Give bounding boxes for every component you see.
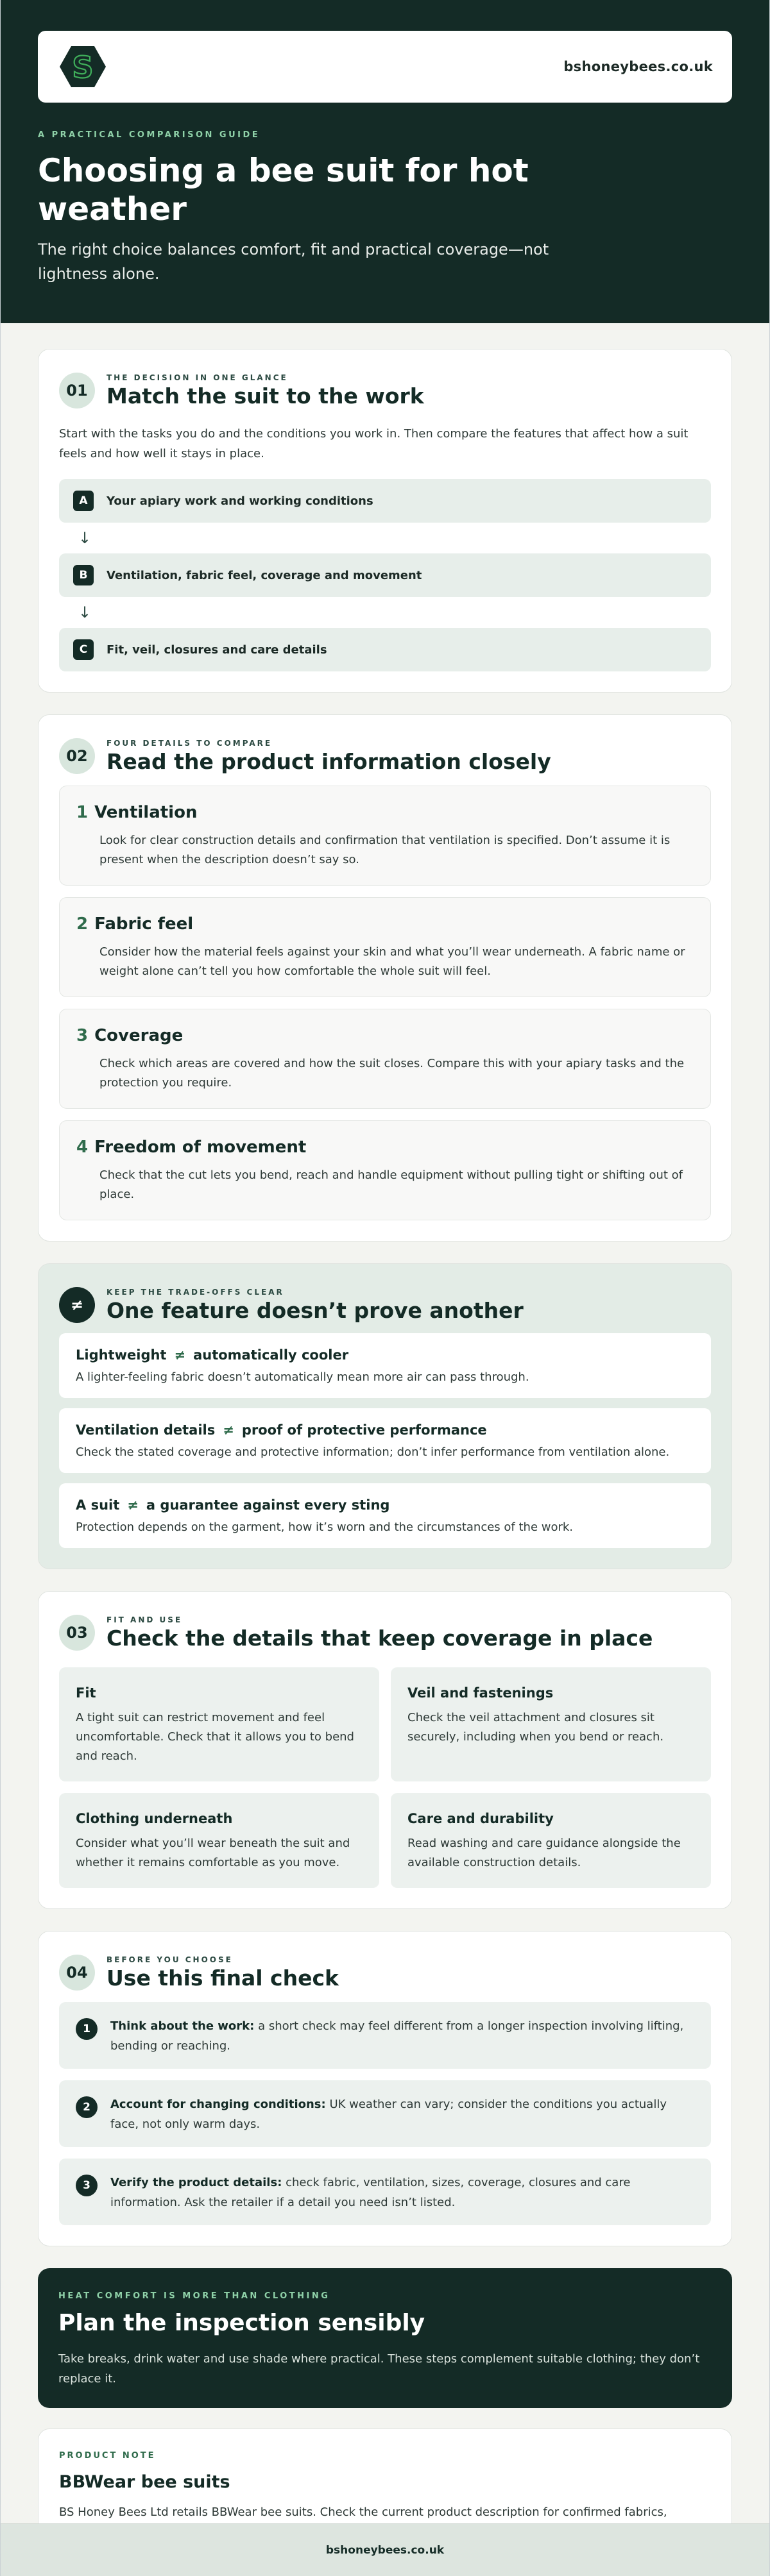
detail-title-text: Coverage (94, 1026, 184, 1045)
arrow-down-icon: ↓ (78, 529, 92, 547)
fit-box-title: Clothing underneath (76, 1811, 233, 1826)
section-title: Read the product information closely (107, 748, 551, 774)
step-label: Ventilation, fabric feel, coverage and movement (107, 568, 422, 582)
section-fit-use (38, 1591, 732, 1909)
decision-step (59, 628, 711, 671)
tradeoff-left: Lightweight (76, 1347, 167, 1363)
section-kicker: FIT AND USE (107, 1615, 183, 1624)
callout-kicker: HEAT COMFORT IS MORE THAN CLOTHING (58, 2291, 330, 2301)
fit-box (59, 1793, 379, 1888)
section-number: 02 (59, 738, 95, 774)
section-final-check (38, 1931, 732, 2246)
step-badge: A (73, 491, 94, 511)
check-bold: Verify the product details: (110, 2176, 282, 2189)
product-note-text: BS Honey Bees Ltd retails BBWear bee suits. Check the current product description for confirmed fabrics, (59, 2505, 667, 2519)
fit-box-text: Check the veil attachment and closures sit securely, including when you bend or reach. (407, 1711, 664, 1744)
check-item (59, 2002, 711, 2069)
decision-step (59, 553, 711, 597)
section-kicker: KEEP THE TRADE-OFFS CLEAR (107, 1287, 284, 1297)
fit-box (391, 1793, 711, 1888)
detail-number: 1 (76, 803, 89, 822)
check-bold: Think about the work: (110, 2019, 255, 2033)
section-header (59, 1955, 711, 1991)
tradeoff-item (59, 1408, 711, 1473)
detail-title (76, 1138, 694, 1157)
section-kicker: FOUR DETAILS TO COMPARE (107, 738, 273, 748)
site-header (38, 31, 732, 103)
section-title: Use this final check (107, 1965, 339, 1991)
tradeoff-text: Protection depends on the garment, how it’s worn and the circumstances of the work. (76, 1520, 574, 1534)
tradeoff-item (59, 1483, 711, 1548)
section-number: 03 (59, 1615, 95, 1651)
detail-title-text: Fabric feel (94, 914, 194, 934)
tradeoff-text: A lighter-feeling fabric doesn’t automatically mean more air can pass through. (76, 1370, 529, 1384)
callout-title: Plan the inspection sensibly (58, 2310, 425, 2336)
check-number: 2 (76, 2096, 98, 2118)
detail-text: Check that the cut lets you bend, reach and handle equipment without pulling tight or shifting out of place. (99, 1168, 683, 1201)
tradeoff-left: Ventilation details (76, 1422, 216, 1438)
check-body: UK weather can vary; consider the conditions you actually face, not only warm days. (110, 2098, 667, 2131)
check-text (110, 2173, 694, 2212)
detail-text: Look for clear construction details and confirmation that ventilation is specified. Don’t assume it is present when the description doesn’t say so. (99, 834, 671, 866)
step-label: Fit, veil, closures and care details (107, 643, 327, 657)
tradeoff-title (76, 1347, 694, 1363)
tradeoff-right: proof of protective performance (241, 1422, 487, 1438)
product-note-title: BBWear bee suits (59, 2472, 230, 2492)
detail-text: Check which areas are covered and how the suit closes. Compare this with your apiary tasks and the protection you require. (99, 1057, 685, 1090)
section-header (59, 1615, 711, 1651)
detail-title-text: Ventilation (94, 803, 198, 822)
detail-title (76, 803, 694, 822)
decision-steps (59, 479, 711, 671)
section-kicker: THE DECISION IN ONE GLANCE (107, 373, 288, 382)
site-footer (1, 2523, 769, 2576)
hero-eyebrow: A PRACTICAL COMPARISON GUIDE (38, 130, 261, 140)
not-equal-icon: ≠ (127, 1497, 139, 1513)
fit-box-title: Care and durability (407, 1811, 554, 1826)
site-domain-link[interactable]: bshoneybees.co.uk (563, 59, 713, 74)
section-title: Match the suit to the work (107, 383, 424, 408)
check-item (59, 2080, 711, 2147)
section-match-suit (38, 349, 732, 693)
section-tradeoffs (38, 1263, 732, 1569)
detail-number: 3 (76, 1026, 89, 1045)
fit-box-text: Read washing and care guidance alongside the available construction details. (407, 1837, 681, 1869)
section-title: One feature doesn’t prove another (107, 1297, 524, 1323)
tradeoff-right: a guarantee against every sting (146, 1497, 390, 1513)
detail-card (59, 786, 711, 886)
fit-box-title: Fit (76, 1685, 96, 1701)
tradeoff-item (59, 1333, 711, 1398)
detail-card (59, 1009, 711, 1109)
tradeoff-title (76, 1497, 694, 1513)
check-number: 1 (76, 2018, 98, 2040)
decision-step (59, 479, 711, 523)
fit-box (59, 1667, 379, 1781)
section-kicker: BEFORE YOU CHOOSE (107, 1955, 233, 1964)
tradeoff-title (76, 1422, 694, 1438)
check-body: a short check may feel different from a longer inspection involving lifting, bending or reaching. (110, 2019, 684, 2053)
check-item (59, 2159, 711, 2225)
check-bold: Account for changing conditions: (110, 2098, 326, 2111)
heat-comfort-callout (38, 2268, 732, 2408)
fit-box-text: A tight suit can restrict movement and feel uncomfortable. Check that it allows you to bend and reach. (76, 1711, 354, 1763)
product-note-kicker: PRODUCT NOTE (59, 2451, 156, 2461)
step-label: Your apiary work and working conditions (107, 494, 373, 508)
fit-box-title: Veil and fastenings (407, 1685, 554, 1701)
callout-text: Take breaks, drink water and use shade where practical. These steps complement suitable clothing; they don’t replace it. (58, 2352, 700, 2386)
svg-text:S: S (72, 50, 94, 85)
tradeoff-left: A suit (76, 1497, 120, 1513)
detail-number: 2 (76, 914, 89, 934)
footer-domain-link[interactable]: bshoneybees.co.uk (325, 2543, 445, 2557)
section-title: Check the details that keep coverage in place (107, 1625, 653, 1651)
section-header (59, 373, 711, 408)
section-number: 04 (59, 1955, 95, 1991)
hero-subtitle: The right choice balances comfort, fit and practical coverage—not lightness alone. (38, 240, 549, 283)
not-equal-icon: ≠ (59, 1287, 95, 1323)
section-number: 01 (59, 373, 95, 408)
step-badge: C (73, 639, 94, 660)
check-number: 3 (76, 2175, 98, 2196)
page-title: Choosing a bee suit for hot weather (38, 152, 529, 228)
section-header (59, 1287, 711, 1323)
section-header (59, 738, 711, 774)
detail-title-text: Freedom of movement (94, 1138, 307, 1157)
fit-box-text: Consider what you’ll wear beneath the suit and whether it remains comfortable as you move. (76, 1837, 350, 1869)
detail-title (76, 914, 694, 934)
section-intro: Start with the tasks you do and the conditions you work in. Then compare the features that affect how a suit feels and how well it stays in place. (59, 427, 689, 460)
check-body: check fabric, ventilation, sizes, coverage, closures and care information. Ask the retailer if a detail you need isn’t listed. (110, 2176, 631, 2209)
hexagon-s-logo-icon[interactable] (58, 44, 107, 89)
detail-card (59, 897, 711, 997)
detail-title (76, 1026, 694, 1045)
tradeoff-right: automatically cooler (193, 1347, 349, 1363)
check-text (110, 2094, 694, 2134)
hero-banner (1, 0, 769, 323)
tradeoff-text: Check the stated coverage and protective information; don’t infer performance from ventilation alone. (76, 1445, 670, 1459)
fit-box (391, 1667, 711, 1781)
section-product-info (38, 714, 732, 1242)
arrow-down-icon: ↓ (78, 603, 92, 621)
not-equal-icon: ≠ (174, 1347, 186, 1363)
step-badge: B (73, 565, 94, 585)
detail-text: Consider how the material feels against your skin and what you’ll wear underneath. A fabric name or weight alone can’t tell you how comfortable the whole suit will feel. (99, 945, 685, 978)
detail-card (59, 1120, 711, 1220)
detail-number: 4 (76, 1138, 89, 1157)
not-equal-icon: ≠ (223, 1422, 234, 1438)
fit-grid (59, 1667, 711, 1888)
check-text (110, 2016, 694, 2056)
